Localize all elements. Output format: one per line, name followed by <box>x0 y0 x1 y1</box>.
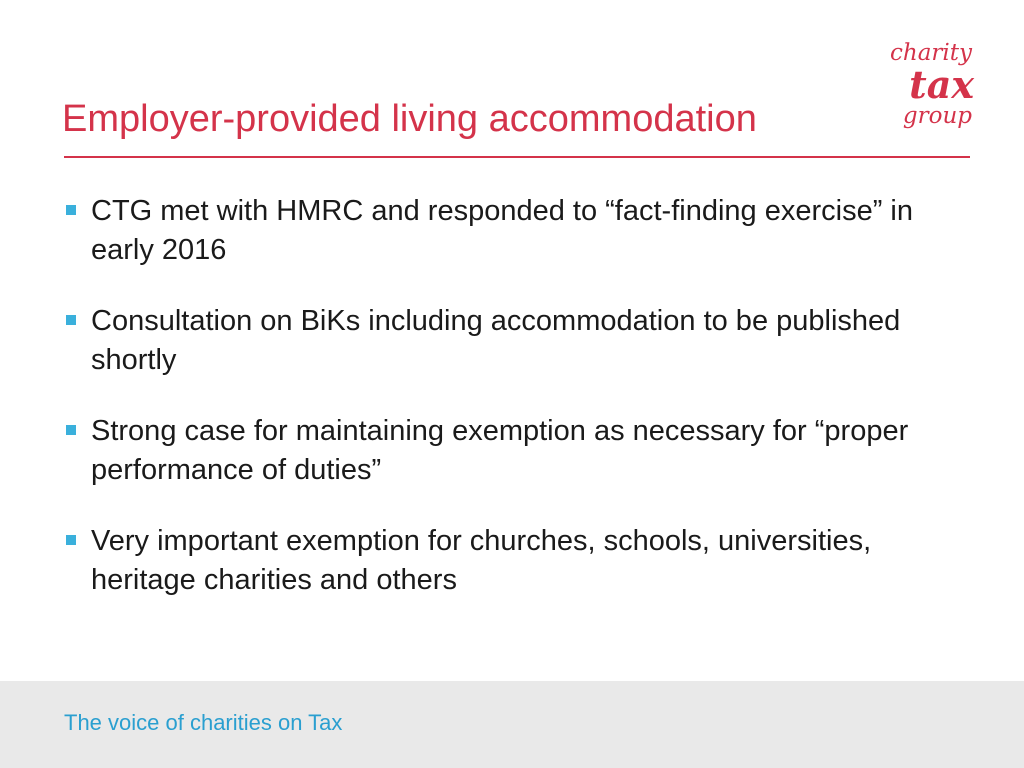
bullet-item <box>64 522 964 600</box>
square-bullet-icon <box>66 535 76 545</box>
bullet-item <box>64 302 964 380</box>
bullet-item <box>64 412 964 490</box>
logo-line-tax: tax <box>909 62 974 107</box>
footer-tagline: The voice of charities on Tax <box>64 710 343 735</box>
square-bullet-icon <box>66 425 76 435</box>
bullet-list <box>64 192 964 632</box>
bullet-text: CTG met with HMRC and responded to “fact-finding exercise” in early 2016 <box>91 195 913 266</box>
charity-tax-group-logo <box>888 40 978 128</box>
title-divider <box>64 156 970 158</box>
logo-line-charity: charity <box>890 40 972 66</box>
bullet-text: Very important exemption for churches, schools, universities, heritage charities and others <box>91 525 872 596</box>
bullet-text: Strong case for maintaining exemption as necessary for “proper performance of duties” <box>91 415 909 486</box>
square-bullet-icon <box>66 315 76 325</box>
square-bullet-icon <box>66 205 76 215</box>
bullet-item <box>64 192 964 270</box>
bullet-text: Consultation on BiKs including accommodation to be published shortly <box>91 305 901 376</box>
slide-title: Employer-provided living accommodation <box>62 98 757 140</box>
logo-line-group: group <box>902 103 972 129</box>
